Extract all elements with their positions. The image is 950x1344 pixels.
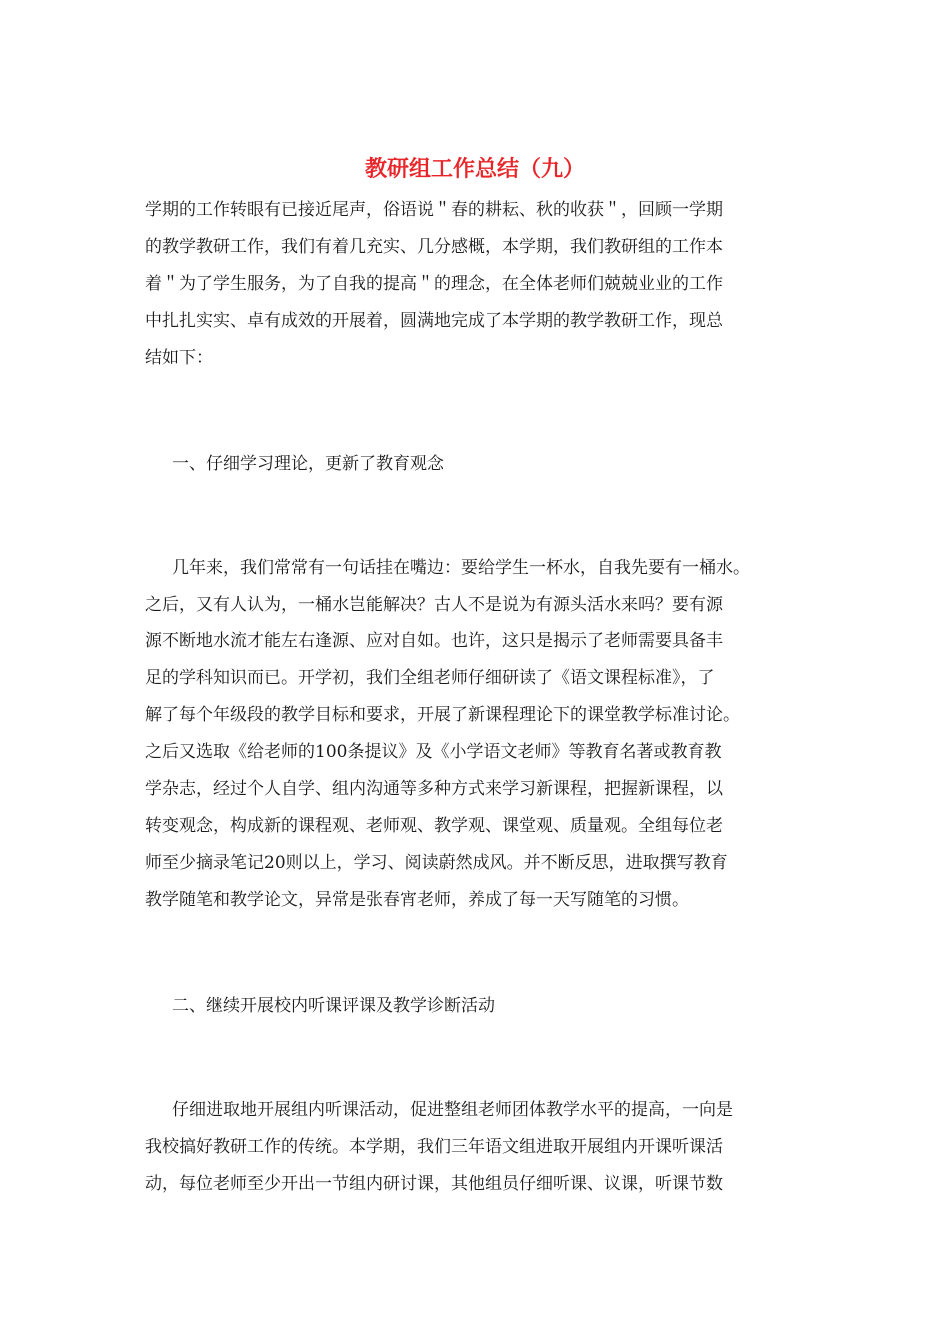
section-1-line-7: 学杂志，经过个人自学、组内沟通等多种方式来学习新课程，把握新课程，以 <box>145 779 723 799</box>
section-2-line-1: 仔细进取地开展组内听课活动，促进整组老师团体教学水平的提高，一向是 <box>172 1100 733 1120</box>
intro-line-4: 中扎扎实实、卓有成效的开展着，圆满地完成了本学期的教学教研工作，现总 <box>145 311 723 331</box>
intro-line-2: 的教学教研工作，我们有着几充实、几分感概，本学期，我们教研组的工作本 <box>145 237 723 257</box>
intro-line-1: 学期的工作转眼有已接近尾声，俗语说＂春的耕耘、秋的收获＂，回顾一学期 <box>145 200 723 220</box>
section-1-line-1: 几年来，我们常常有一句话挂在嘴边：要给学生一杯水，自我先要有一桶水。 <box>172 558 750 578</box>
section-1-line-4: 足的学科知识而已。开学初，我们全组老师仔细研读了《语文课程标准》，了 <box>145 668 715 688</box>
section-1-line-2: 之后，又有人认为，一桶水岂能解决？古人不是说为有源头活水来吗？要有源 <box>145 595 723 615</box>
section-1-heading: 一、仔细学习理论，更新了教育观念 <box>172 454 444 474</box>
section-1-line-8: 转变观念，构成新的课程观、老师观、教学观、课堂观、质量观。全组每位老 <box>145 816 723 836</box>
intro-line-5: 结如下： <box>145 348 213 368</box>
section-1-line-9: 师至少摘录笔记20则以上，学习、阅读蔚然成风。并不断反思，进取撰写教育 <box>145 853 728 873</box>
intro-line-3: 着＂为了学生服务，为了自我的提高＂的理念，在全体老师们兢兢业业的工作 <box>145 274 723 294</box>
section-2-line-3: 动，每位老师至少开出一节组内研讨课，其他组员仔细听课、议课，听课节数 <box>145 1174 723 1194</box>
section-1-line-5: 解了每个年级段的教学目标和要求，开展了新课程理论下的课堂教学标准讨论。 <box>145 705 740 725</box>
section-1-line-6: 之后又选取《给老师的100条提议》及《小学语文老师》等教育名著或教育教 <box>145 742 722 762</box>
section-2-line-2: 我校搞好教研工作的传统。本学期，我们三年语文组进取开展组内开课听课活 <box>145 1137 723 1157</box>
section-2-heading: 二、继续开展校内听课评课及教学诊断活动 <box>172 996 495 1016</box>
section-1-line-3: 源不断地水流才能左右逢源、应对自如。也许，这只是揭示了老师需要具备丰 <box>145 631 723 651</box>
section-1-line-10: 教学随笔和教学论文，异常是张春宵老师，养成了每一天写随笔的习惯。 <box>145 890 689 910</box>
document-title: 教研组工作总结（九） <box>364 156 585 182</box>
